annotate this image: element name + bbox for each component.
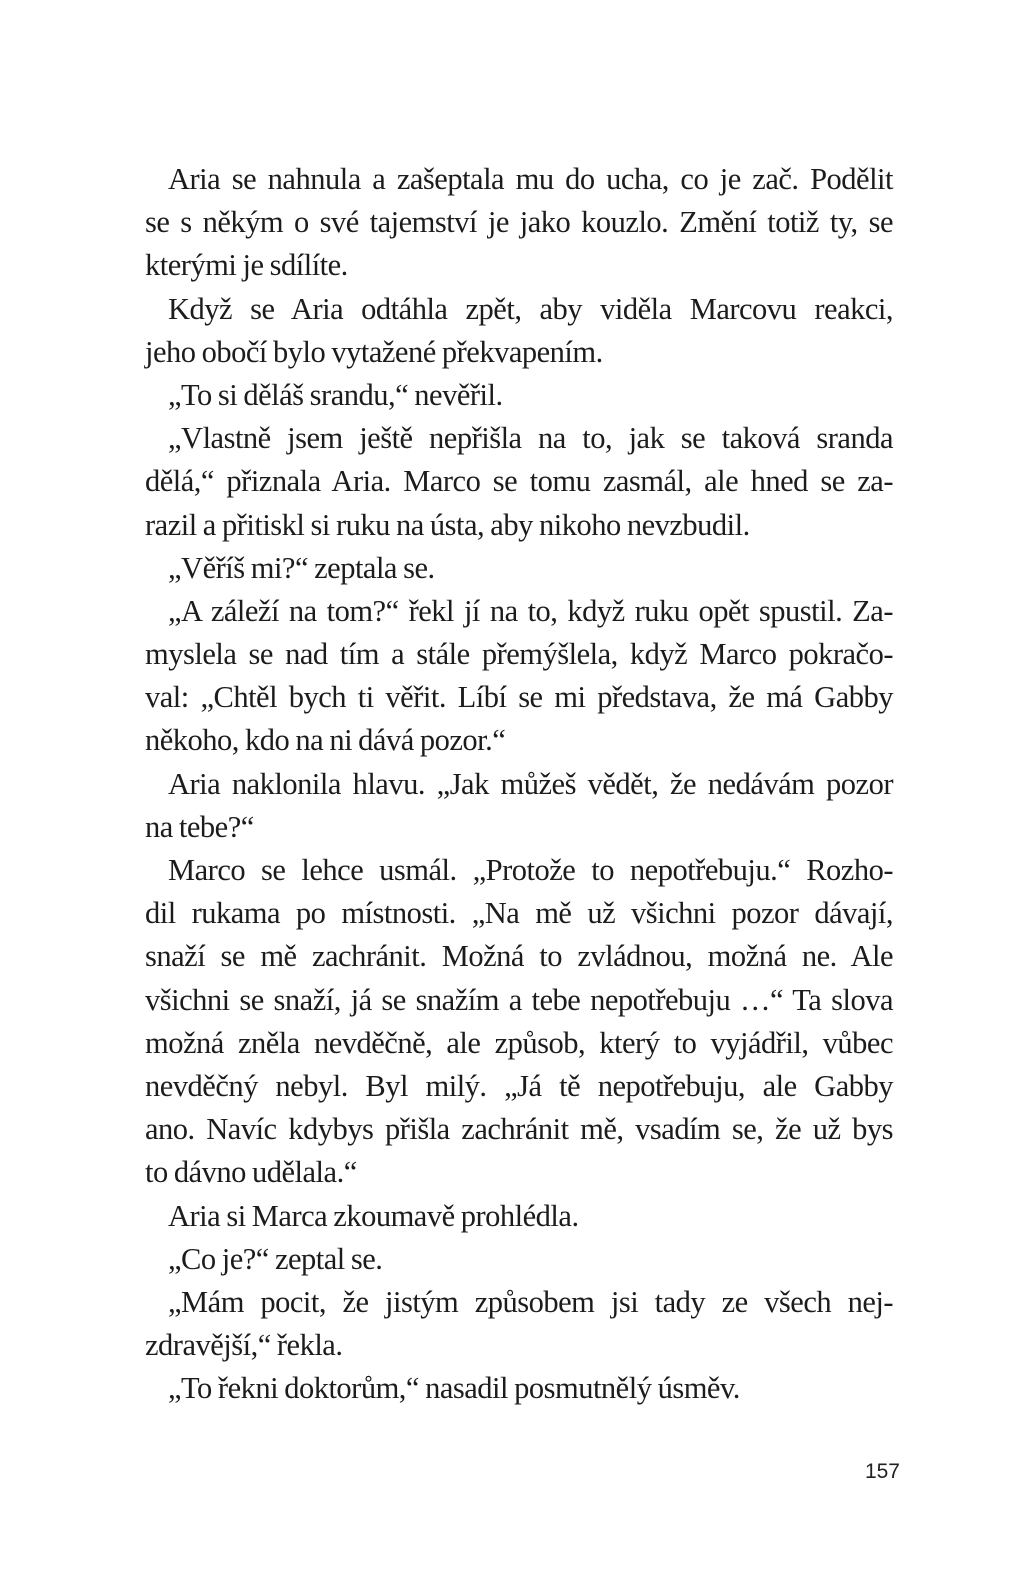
text-line: někoho, kdo na ni dává pozor.“: [145, 723, 506, 758]
text-line: val: „Chtěl bych ti věřit. Líbí se mi představa, že má Gabby: [145, 680, 893, 715]
text-line: Aria naklonila hlavu. „Jak můžeš vědět, že nedávám pozor: [168, 766, 893, 801]
text-line: se s někým o své tajemství je jako kouzlo. Změní totiž ty, se: [145, 205, 893, 240]
text-line: Aria si Marca zkoumavě prohlédla.: [168, 1198, 579, 1233]
text-line: „A záleží na tom?“ řekl jí na to, když ruku opět spustil. Za-: [168, 593, 893, 628]
page-number: 157: [864, 1460, 900, 1483]
text-line: Aria se nahnula a zašeptala mu do ucha, co je zač. Podělit: [168, 162, 893, 196]
text-line: Marco se lehce usmál. „Protože to nepotřebuju.“ Rozho-: [168, 853, 893, 887]
text-line: „Věříš mi?“ zeptala se.: [168, 550, 435, 585]
text-line: „To si děláš srandu,“ nevěřil.: [168, 377, 503, 412]
text-line: zdravější,“ řekla.: [145, 1328, 343, 1363]
text-line: nevděčný nebyl. Byl milý. „Já tě nepotřebuju, ale Gabby: [145, 1068, 893, 1103]
text-line: Když se Aria odtáhla zpět, aby viděla Marcovu reakci,: [168, 291, 893, 326]
text-line: dělá,“ přiznala Aria. Marco se tomu zasmál, ale hned se za-: [145, 464, 893, 499]
text-line: razil a přitiskl si ruku na ústa, aby nikoho nevzbudil.: [145, 507, 750, 542]
text-line: dil rukama po místnosti. „Na mě už všichni pozor dávají,: [145, 896, 893, 931]
text-line: jeho obočí bylo vytažené překvapením.: [145, 334, 603, 369]
text-line: „To řekni doktorům,“ nasadil posmutnělý úsměv.: [168, 1371, 740, 1406]
text-line: myslela se nad tím a stále přemýšlela, když Marco pokračo-: [145, 637, 893, 672]
text-line: to dávno udělala.“: [145, 1155, 357, 1190]
text-line: „Mám pocit, že jistým způsobem jsi tady ze všech nej-: [168, 1284, 893, 1319]
text-line: „Vlastně jsem ještě nepřišla na to, jak se taková sranda: [168, 421, 893, 456]
body-text: [145, 158, 893, 1410]
text-line: snaží se mě zachránit. Možná to zvládnou, možná ne. Ale: [145, 939, 893, 974]
text-line: ano. Navíc kdybys přišla zachránit mě, vsadím se, že už bys: [145, 1112, 893, 1147]
text-line: „Co je?“ zeptal se.: [168, 1241, 383, 1276]
text-line: kterými je sdílíte.: [145, 248, 348, 283]
text-line: všichni se snaží, já se snažím a tebe nepotřebuju …“ Ta slova: [145, 982, 893, 1017]
text-line: na tebe?“: [145, 809, 254, 844]
text-line: možná zněla nevděčně, ale způsob, který to vyjádřil, vůbec: [145, 1025, 893, 1060]
